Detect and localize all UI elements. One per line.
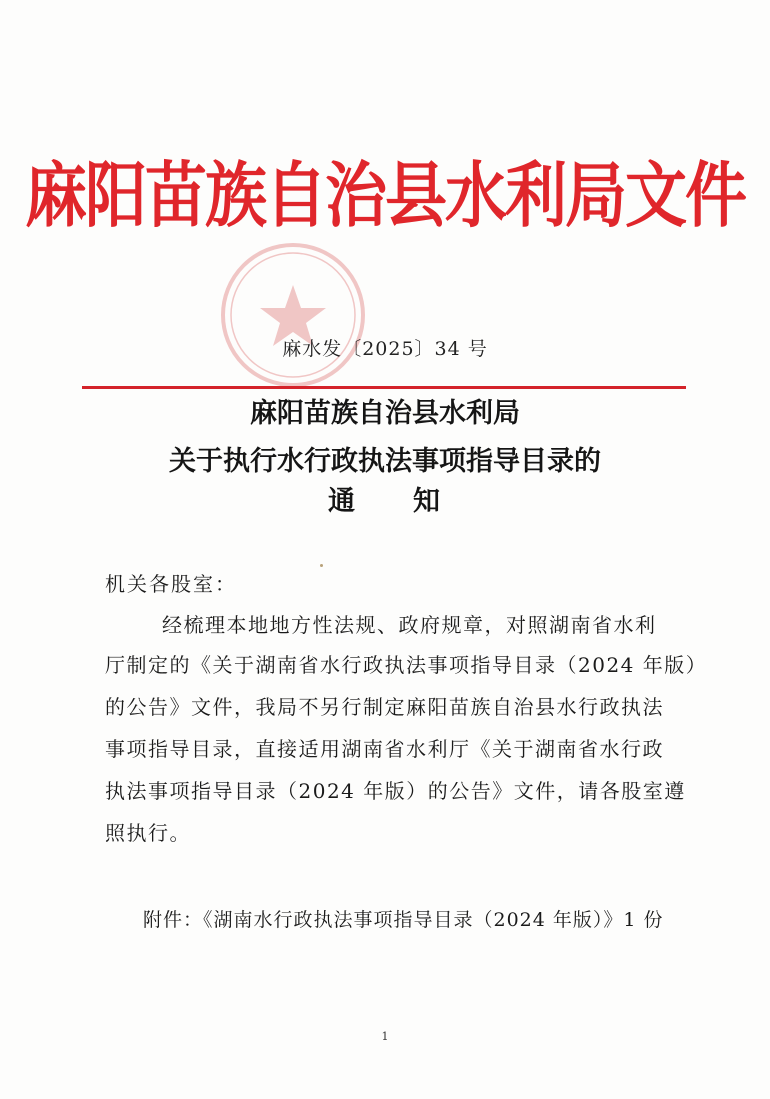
- body-line: 照执行。: [105, 821, 191, 845]
- body-line: 厅制定的《关于湖南省水行政执法事项指导目录（2024 年版）: [105, 653, 708, 677]
- paper-speck: [320, 564, 323, 567]
- attachment-line: 附件：《湖南水行政执法事项指导目录（2024 年版）》1 份: [143, 909, 664, 931]
- notice-title-line-3: [0, 488, 770, 515]
- page-number: 1: [381, 1030, 389, 1043]
- salutation: 机关各股室：: [105, 572, 237, 596]
- body-line: 经梳理本地地方性法规、政府规章，对照湖南省水利: [162, 613, 657, 637]
- header-divider: [82, 386, 686, 389]
- notice-title-line-1: 麻阳苗族自治县水利局: [250, 398, 520, 429]
- official-seal-stamp: [218, 240, 368, 390]
- notice-title-line-2: 关于执行水行政执法事项指导目录的: [169, 446, 601, 477]
- body-line: 事项指导目录，直接适用湖南省水利厅《关于湖南省水行政: [105, 737, 664, 761]
- body-line: 执法事项指导目录（2024 年版）的公告》文件，请各股室遵: [105, 779, 686, 803]
- body-line: 的公告》文件，我局不另行制定麻阳苗族自治县水行政执法: [105, 695, 664, 719]
- document-number: 麻水发〔2025〕34 号: [282, 338, 488, 360]
- notice-title-char-1: 通: [328, 486, 357, 517]
- notice-title-char-2: 知: [413, 486, 442, 517]
- issuing-authority-header: 麻阳苗族自治县水利局文件: [24, 153, 745, 238]
